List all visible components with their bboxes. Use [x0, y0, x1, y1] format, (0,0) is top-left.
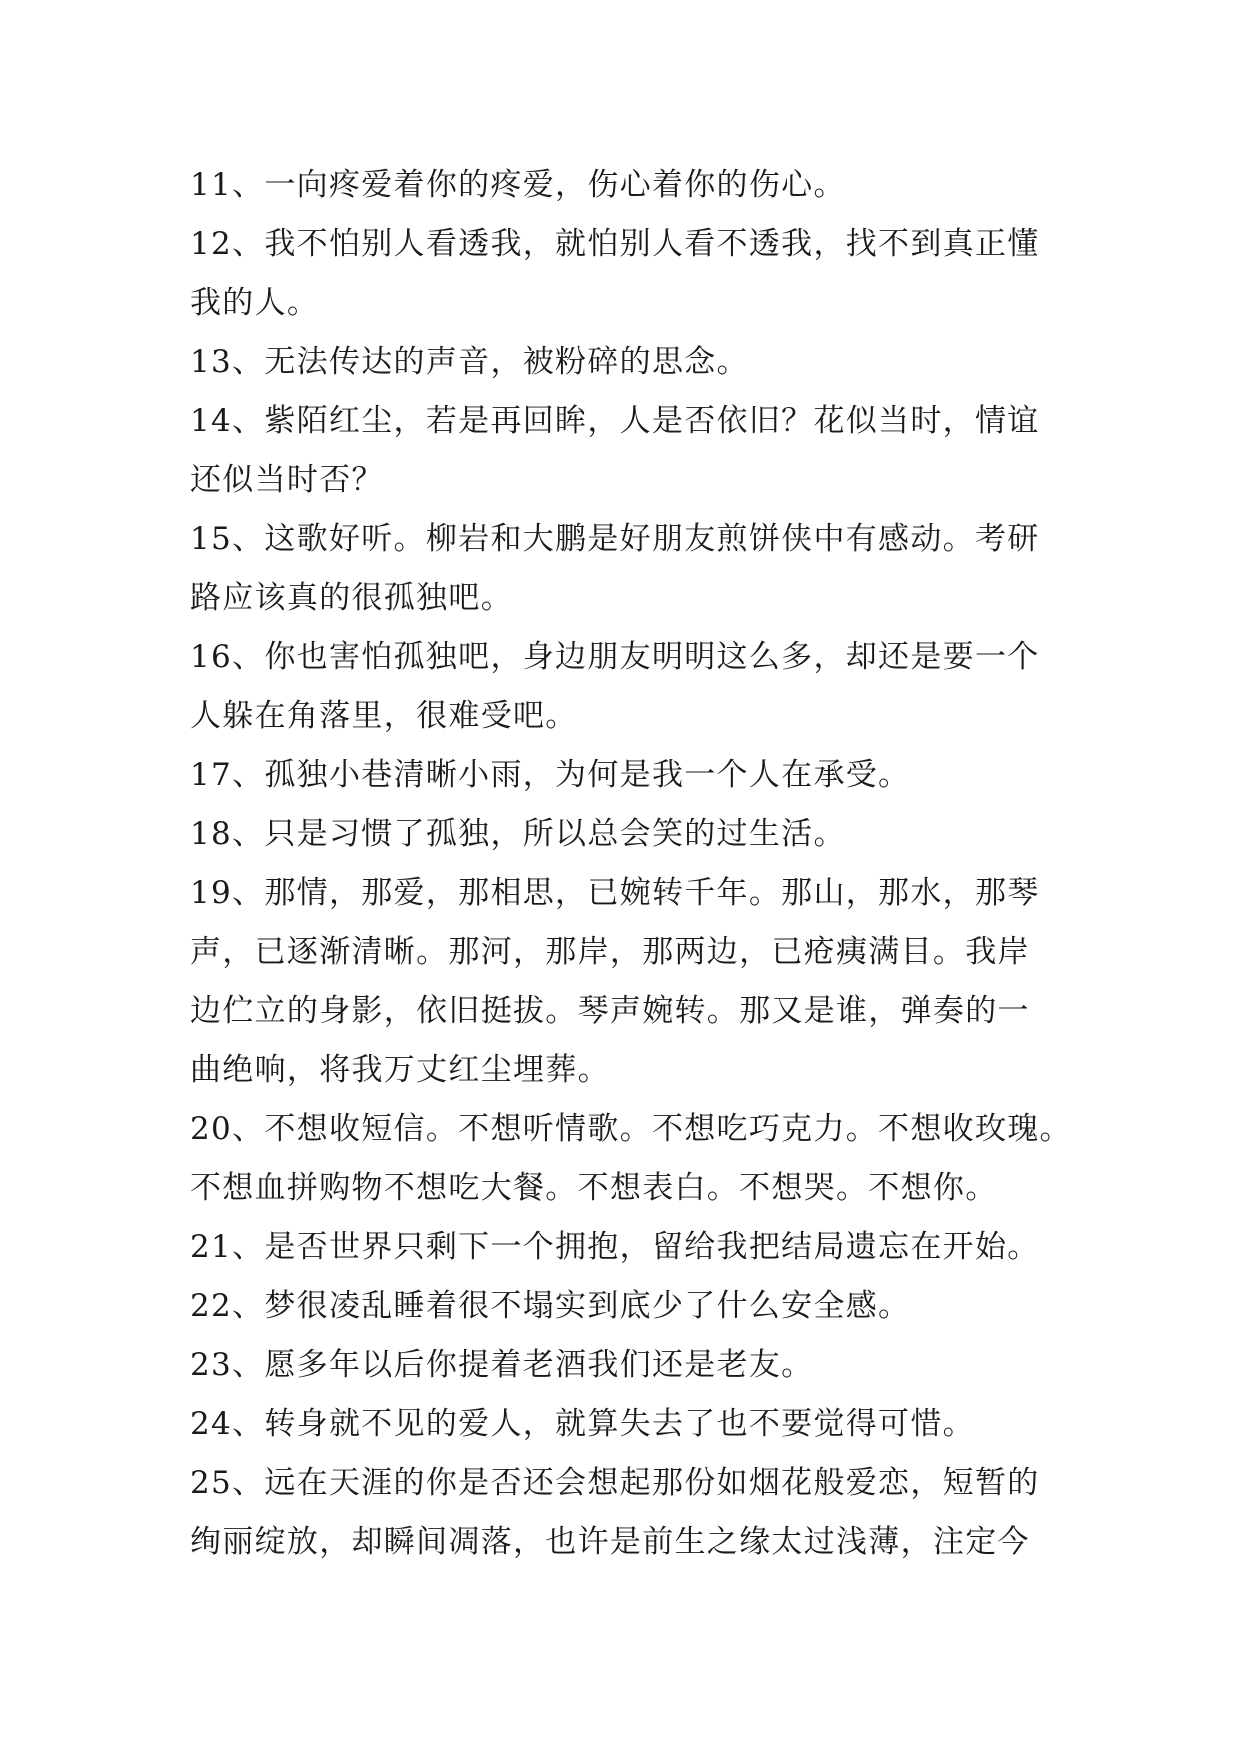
text-line: 曲绝响，将我万丈红尘埋葬。 — [190, 1052, 610, 1088]
text-line: 不想血拼购物不想吃大餐。不想表白。不想哭。不想你。 — [190, 1170, 998, 1206]
text-line: 边伫立的身影，依旧挺拔。琴声婉转。那又是谁，弹奏的一 — [190, 993, 1030, 1029]
text-line: 路应该真的很孤独吧。 — [190, 580, 513, 616]
text-line: 人躲在角落里，很难受吧。 — [190, 698, 578, 734]
text-line: 20、不想收短信。不想听情歌。不想吃巧克力。不想收玫瑰。 — [190, 1111, 1072, 1147]
text-line: 25、远在天涯的你是否还会想起那份如烟花般爱恋，短暂的 — [190, 1465, 1040, 1501]
document-body — [190, 156, 1070, 1572]
text-line: 19、那情，那爱，那相思，已婉转千年。那山，那水，那琴 — [190, 875, 1040, 911]
text-line: 15、这歌好听。柳岩和大鹏是好朋友煎饼侠中有感动。考研 — [190, 521, 1040, 557]
text-line: 18、只是习惯了孤独，所以总会笑的过生活。 — [190, 816, 846, 852]
text-line: 23、愿多年以后你提着老酒我们还是老友。 — [190, 1347, 814, 1383]
text-line: 11、一向疼爱着你的疼爱，伤心着你的伤心。 — [190, 167, 846, 203]
text-line: 16、你也害怕孤独吧，身边朋友明明这么多，却还是要一个 — [190, 639, 1040, 675]
text-line: 还似当时否？ — [190, 462, 384, 498]
text-line: 21、是否世界只剩下一个拥抱，留给我把结局遗忘在开始。 — [190, 1229, 1040, 1265]
text-line: 绚丽绽放，却瞬间凋落，也许是前生之缘太过浅薄，注定今 — [190, 1524, 1030, 1560]
text-line: 声，已逐渐清晰。那河，那岸，那两边，已疮痍满目。我岸 — [190, 934, 1030, 970]
text-line: 14、紫陌红尘，若是再回眸，人是否依旧？花似当时，情谊 — [190, 403, 1040, 439]
text-line: 24、转身就不见的爱人，就算失去了也不要觉得可惜。 — [190, 1406, 975, 1442]
text-line: 12、我不怕别人看透我，就怕别人看不透我，找不到真正懂 — [190, 226, 1040, 262]
text-line: 17、孤独小巷清晰小雨，为何是我一个人在承受。 — [190, 757, 911, 793]
text-line: 22、梦很凌乱睡着很不塌实到底少了什么安全感。 — [190, 1288, 911, 1324]
text-line: 我的人。 — [190, 285, 320, 321]
text-line: 13、无法传达的声音，被粉碎的思念。 — [190, 344, 749, 380]
